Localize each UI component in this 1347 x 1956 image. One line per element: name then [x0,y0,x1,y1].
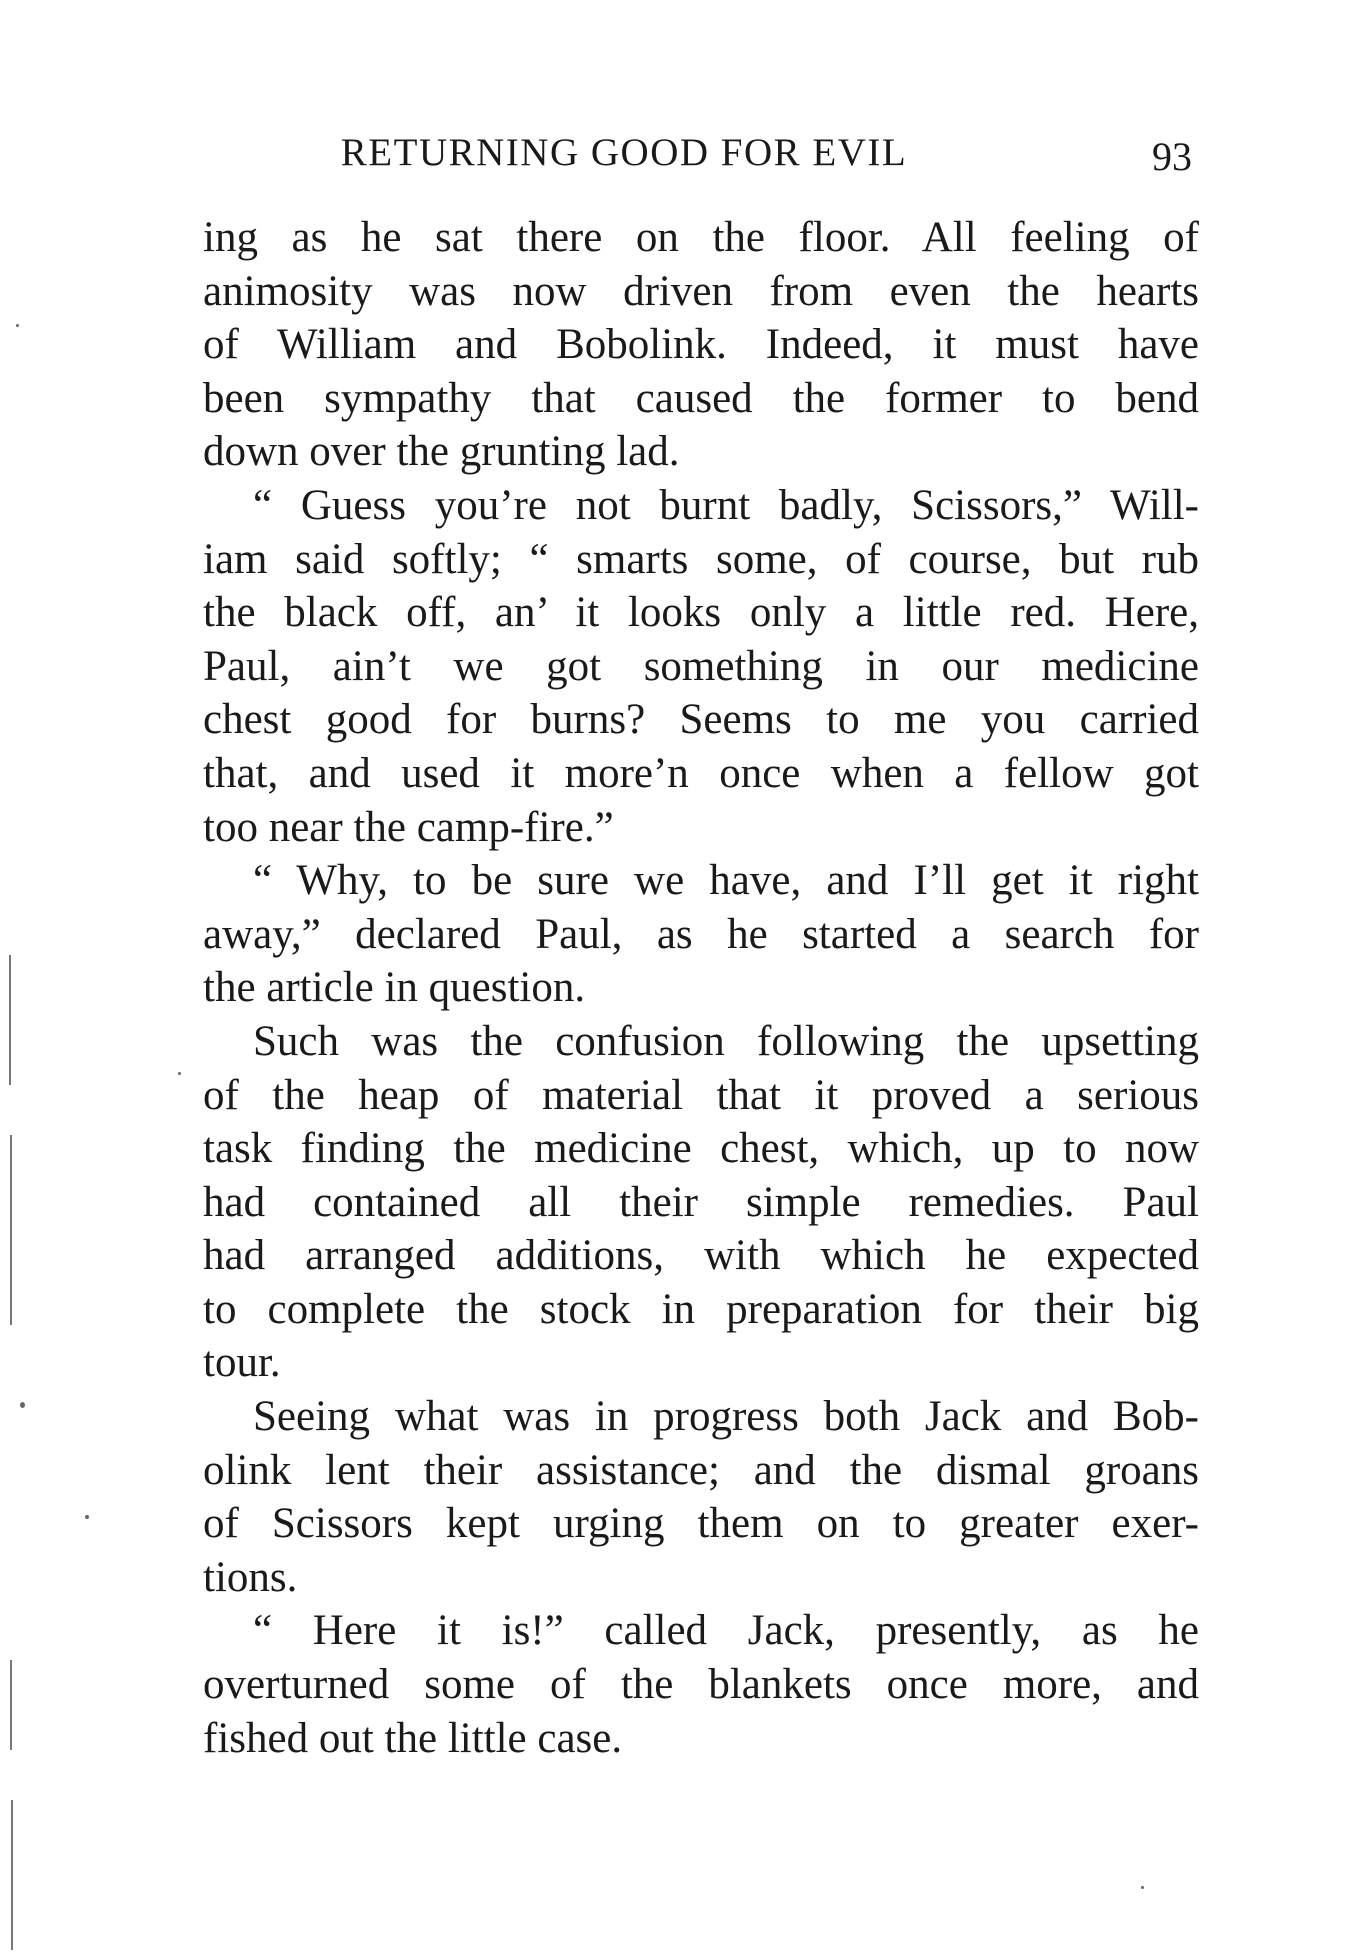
text-line: away,” declared Paul, as he started a search for [203,910,1199,958]
text-line: been sympathy that caused the former to bend [203,374,1199,422]
text-line: “ Here it is!” called Jack, presently, as he [253,1607,1199,1655]
text-line: had contained all their simple remedies. Paul [203,1178,1199,1226]
scan-speck [178,1072,181,1075]
text-line: animosity was now driven from even the hearts [203,267,1199,315]
text-line: Seeing what was in progress both Jack and Bob- [253,1393,1199,1441]
text-line: olink lent their assistance; and the dismal groans [203,1446,1199,1494]
text-line: of the heap of material that it proved a serious [203,1071,1199,1119]
text-line: Paul, ain’t we got something in our medicine [203,642,1199,690]
text-line: overturned some of the blankets once more, and [203,1661,1199,1709]
scan-gutter-line [10,1660,12,1750]
scan-speck [1141,1886,1144,1889]
scan-gutter-line [10,1135,12,1325]
scan-gutter-line [9,955,11,1085]
text-line: to complete the stock in preparation for their big [203,1285,1199,1333]
text-line: that, and used it more’n once when a fellow got [203,749,1199,797]
text-line: the article in question. [203,964,586,1012]
text-line: of William and Bobolink. Indeed, it must have [203,321,1199,369]
text-line: Such was the confusion following the upsetting [253,1017,1199,1065]
text-line: chest good for burns? Seems to me you carried [203,696,1199,744]
text-line: ing as he sat there on the floor. All feeling of [203,214,1199,261]
text-line: fished out the little case. [203,1714,623,1762]
text-line: “ Why, to be sure we have, and I’ll get it right [253,857,1199,905]
text-line: iam said softly; “ smarts some, of course, but rub [203,535,1199,583]
scan-speck [20,1402,25,1408]
running-title: RETURNING GOOD FOR EVIL [340,131,908,174]
text-line: tour. [203,1339,281,1387]
scan-speck [16,324,19,327]
text-line: the black off, an’ it looks only a little red. Here, [203,589,1199,637]
page-number: 93 [1152,134,1192,179]
text-line: had arranged additions, with which he expected [203,1232,1199,1280]
text-line: too near the camp-fire.” [203,803,614,851]
text-line: “ Guess you’re not burnt badly, Scissors,” Will- [253,481,1199,529]
scan-gutter-line [11,1800,13,1950]
text-line: down over the grunting lad. [203,428,680,476]
text-line: tions. [203,1553,298,1601]
running-head [200,128,1200,178]
body-text [203,211,1199,1765]
text-line: of Scissors kept urging them on to greater exer- [203,1500,1199,1548]
text-line: task finding the medicine chest, which, up to now [203,1125,1199,1173]
scan-speck [85,1515,89,1519]
